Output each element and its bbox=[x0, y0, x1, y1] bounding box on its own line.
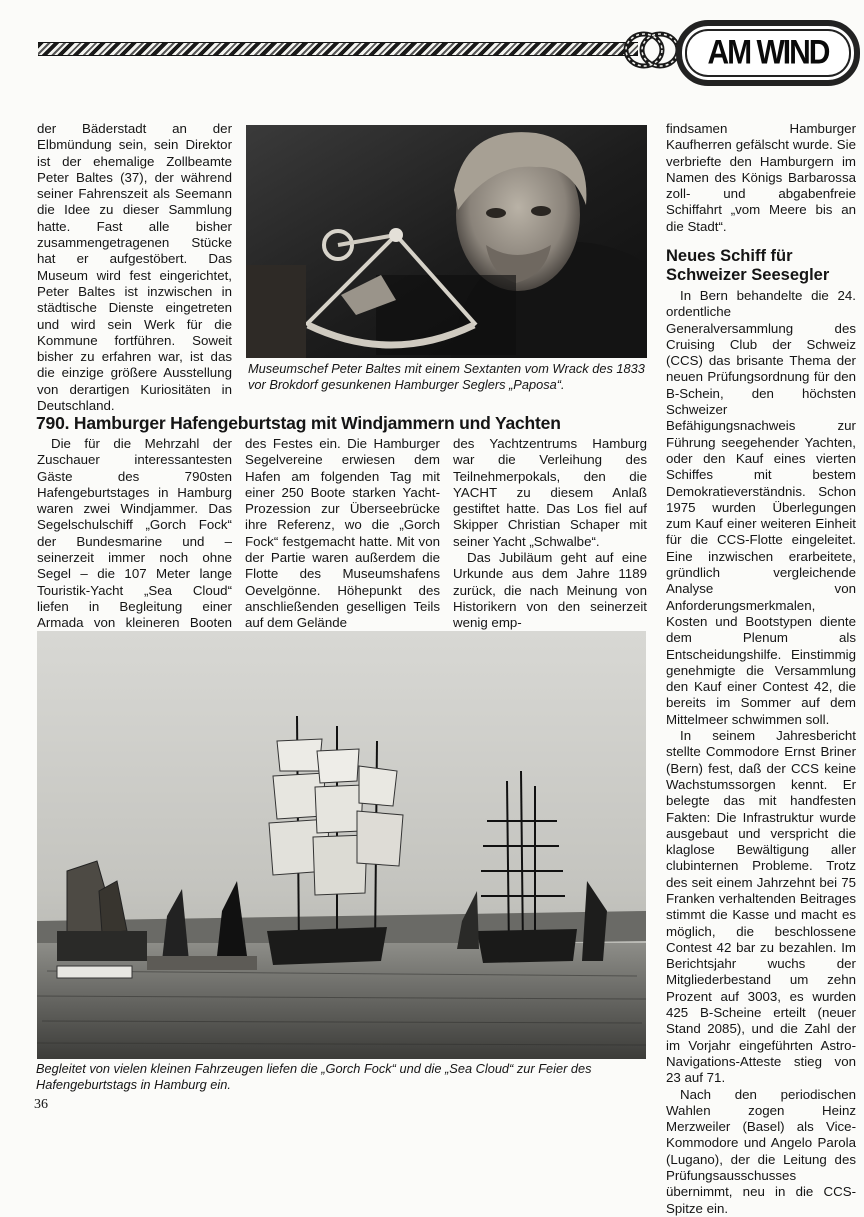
article-column-3: des Yachtzentrums Hamburg war die Verleihung des Teilnehmerpokals, den die YACHT zu diesem Anlaß gestiftet hatte. Das Los fiel auf Skipper Christian Schaper mit seiner Yacht „Schwalbe“. Das Jubiläum geht auf eine Urkunde aus dem Jahre 1189 zurück, die nach Meinung von Historikern von den seinerzeit wenig emp- bbox=[453, 436, 647, 631]
article-headline: 790. Hamburger Hafengeburtstag mit Windjammern und Yachten bbox=[36, 413, 561, 433]
ships-caption: Begleitet von vielen kleinen Fahrzeugen liefen die „Gorch Fock“ und die „Sea Cloud“ zur Feier des Hafengeburtstags in Hamburg ein. bbox=[36, 1061, 592, 1092]
ships-photo bbox=[37, 631, 646, 1059]
tall-ships-image bbox=[37, 631, 646, 1059]
section-title: AM WIND bbox=[707, 33, 829, 72]
column1-intro-text: der Bäderstadt an der Elbmündung sein, sein Direktor ist der ehemalige Zollbeamte Peter Baltes (37), der während seiner Fahrenszeit als Seemann die Idee zu dieser Sammlung hatte. Fast alle bisher zusammengetragenen Stücke hat er aufgestöbert. Das Museum wird fest eingerichtet, Peter Baltes ist inzwischen in städtische Dienste eingetreten und wird sein Werk für die Kommune fortführen. Soweit bisher zu erfahren war, ist das die einzige größere Ausstellung von derartigen Kuriositäten in Deutschland. bbox=[37, 121, 232, 414]
portrait-sextant-image bbox=[246, 125, 647, 358]
right-column-body: In Bern behandelte die 24. ordentliche Generalversammlung des Cruising Club der Schweiz (CCS) das brisante Thema der neuen Prüfungsordnung für den B-Schein, den höchsten Schweizer Befähigungsnachweis zur Führung seegehender Yachten, oder den Kauf eines vierten Schiffes mit bestem Demokratieverständnis. Schon 1975 wurden Überlegungen zum Kauf einer weiteren Einheit für die CCS-Flotte eingeleitet. Eine inzwischen erarbeitete, gründlich vergleichende Analyse von Anforderungsmerkmalen, Kosten und Bootstypen diente dem Plenum als Entscheidungshilfe. Einstimmig genehmigte die Versammlung den Kauf einer Contest 42, die bereits im Sommer auf dem Mittelmeer schwimmen soll. In seinem Jahresbericht stellte Commodore Ernst Briner (Bern) fest, daß der CCS keine Wachstumssorgen kennt. Er belegte das mit handfesten Fakten: Die Infrastruktur wurde ausgebaut und verspricht die klaglose Bewältigung aller clubinternen Probleme. Trotz des seit einem Jahrzehnt bei 75 Franken verhaltenden Beitrages stimmt die Kasse und macht es möglich, die beschlossene Contest 42 bar zu bezahlen. Im Berichtsjahr wuchs der Mitgliederbestand um zehn Prozent auf 3003, es wurden 425 B-Scheine erteilt (neuer Stand 2085), und die Zahl der im Vorjahr eingeführten Astro-Navigations-Atteste stieg von 23 auf 71. Nach den periodischen Wahlen zogen Heinz Merzweiler (Basel) als Vice-Kommodore und Angelo Parola (Lugano), der die Leitung des Prüfungsausschusses übernimmt, neu in die CCS-Spitze ein. bbox=[666, 288, 856, 1216]
portrait-caption: Museumschef Peter Baltes mit einem Sextanten vom Wrack des 1833 vor Brokdorf gesunkenen Hamburger Seglers „Paposa“. bbox=[248, 361, 645, 392]
portrait-photo bbox=[246, 125, 647, 358]
swiss-subheadline: Neues Schiff für Schweizer Seesegler bbox=[666, 247, 830, 284]
article-column-2: des Festes ein. Die Hamburger Segelvereine erwiesen dem Hafen am folgenden Tag mit einer 250 Boote starken Yacht-Prozession zur Überseebrücke ihre Referenz, wo die „Gorch Fock“ festgemacht hatte. Mit von der Partie waren außerdem die Flotte des Museumshafens Oevelgönne. Höhepunkt des anschließenden geselligen Teils auf dem Gelände bbox=[245, 436, 440, 631]
right-column-intro: findsamen Hamburger Kaufherren gefälscht wurde. Sie verbriefte den Hamburgern im Namen des Königs Barbarossa zoll- und abgabenfreie Schiffahrt „vom Meere bis an die Stadt“. bbox=[666, 121, 856, 234]
article-column-1: Die für die Mehrzahl der Zuschauer interessantesten Gäste des 790sten Hafengeburtstages in Hamburg waren zwei Windjammer. Das Segelschulschiff „Gorch Fock“ der Bundesmarine und – seinerzeit immer noch ohne Segel – die 107 Meter lange Touristik-Yacht „Sea Cloud“ liefen in Begleitung einer Armada von kleineren Booten bbox=[37, 436, 232, 631]
rope-divider bbox=[38, 42, 638, 56]
page-number: 36 bbox=[34, 1097, 48, 1112]
